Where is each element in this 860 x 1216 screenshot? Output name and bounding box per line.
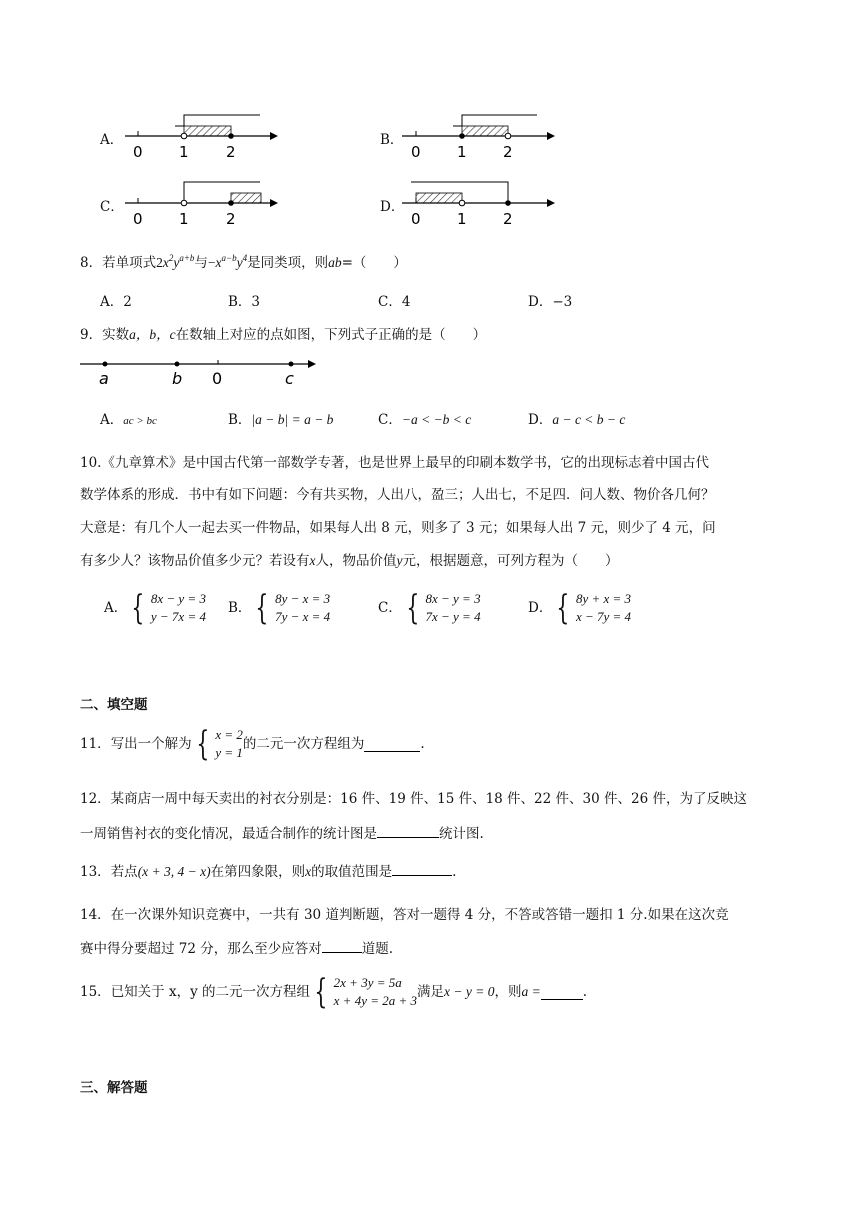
tick-label: 1 (179, 210, 189, 227)
q10-option-b: B． { 8y − x = 3 7y − x = 4 (228, 588, 331, 628)
tick-label: 0 (411, 210, 421, 227)
q10-option-a: A． { 8x − y = 3 y − 7x = 4 (104, 588, 206, 628)
q9-option-b: B．|a − b| = a − b (228, 412, 334, 428)
q8-stem: 8．若单项式$2x^2y^{a+b}$与$-x^{a-b}y^4$是同类项，则ab=（ ） (80, 253, 407, 271)
tick-label: 1 (457, 210, 467, 227)
q14-line-2: 赛中得分要超过 72 分，那么至少应答对 道题. (80, 938, 393, 958)
tick-label: 1 (457, 143, 467, 160)
q12-line-1: 12．某商店一周中每天卖出的衬衣分别是：16 件、19 件、15 件、18 件、22 件、30 件、26 件，为了反映这 (80, 791, 747, 807)
q10-line-3: 大意是：有几个人一起去买一件物品，如果每人出 8 元，则多了 3 元；如果每人出 7 元，则少了 4 元，问 (80, 520, 716, 536)
q7-option-c-numberline (120, 172, 280, 227)
q13: 13．若点(x + 3, 4 − x)在第四象限，则x的取值范围是 . (80, 861, 456, 881)
q7-option-d-label: D． (380, 199, 405, 215)
q15-answer-blank[interactable] (541, 985, 583, 1000)
tick-label: 2 (503, 210, 513, 227)
tick-label: 2 (226, 210, 236, 227)
q14-line-1: 14．在一次课外知识竞赛中，一共有 30 道判断题，答对一题得 4 分，不答或答错一题扣 1 分.如果在这次竞 (80, 907, 729, 923)
section-title-fill-in: 二、填空题 (80, 697, 148, 713)
q7-option-b-label: B． (380, 132, 404, 148)
axis-label-zero: 0 (212, 369, 223, 388)
q9-stem: 9．实数a，b，c在数轴上对应的点如图，下列式子正确的是（ ） (80, 327, 487, 343)
q10-option-d: D． { 8y + x = 3 x − 7y = 4 (528, 588, 632, 628)
axis-label-b: b (172, 369, 183, 388)
q7-option-c-label: C． (100, 199, 124, 215)
q14-answer-blank[interactable] (322, 938, 362, 953)
q10-line-1: 10.《九章算术》是中国古代第一部数学专著，也是世界上最早的印刷本数学书，它的出现标志着中国古代 (80, 455, 709, 471)
tick-label: 2 (226, 143, 236, 160)
section-title-answer: 三、解答题 (80, 1080, 148, 1096)
q7-option-a-numberline (120, 105, 280, 160)
axis-label-c: c (285, 369, 294, 388)
q12-line-2: 一周销售衬衣的变化情况，最适合制作的统计图是 统计图. (80, 823, 484, 843)
q9-numberline (78, 352, 328, 392)
q7-option-d-numberline (397, 172, 557, 227)
q9-option-d: D．a − c < b − c (528, 412, 626, 428)
tick-label: 0 (133, 210, 143, 227)
q13-answer-blank[interactable] (392, 861, 452, 876)
q9-option-c: C．−a < −b < c (378, 412, 472, 428)
q8-option-a: A．2 (100, 294, 132, 310)
q11: 11．写出一个解为 { x = 2 y = 1 的二元一次方程组为 . (80, 724, 425, 764)
tick-label: 1 (179, 143, 189, 160)
q8-option-c: C．4 (378, 294, 411, 310)
q9-option-a: A．ac > bc (100, 412, 157, 428)
q8-option-d: D．−3 (528, 294, 573, 310)
tick-label: 2 (503, 143, 513, 160)
q7-option-a-label: A． (100, 132, 124, 148)
tick-label: 0 (133, 143, 143, 160)
q8-option-b: B．3 (228, 294, 261, 310)
q10-line-2: 数学体系的形成．书中有如下问题：今有共买物，人出八，盈三；人出七，不足四．问人数、物价各几何？ (80, 487, 715, 503)
q7-option-b-numberline (397, 105, 557, 160)
q11-answer-blank[interactable] (364, 737, 420, 752)
q12-answer-blank[interactable] (377, 823, 439, 838)
axis-label-a: a (99, 369, 109, 388)
q15: 15．已知关于 x，y 的二元一次方程组 { 2x + 3y = 5a x + 4y = 2a + 3 满足x − y = 0，则a = . (80, 972, 588, 1012)
q10-option-c: C． { 8x − y = 3 7x − y = 4 (378, 588, 481, 628)
tick-label: 0 (411, 143, 421, 160)
q10-line-4: 有多少人？该物品价值多少元？若设有x人，物品价值y元，根据题意，可列方程为（ ） (80, 553, 619, 569)
